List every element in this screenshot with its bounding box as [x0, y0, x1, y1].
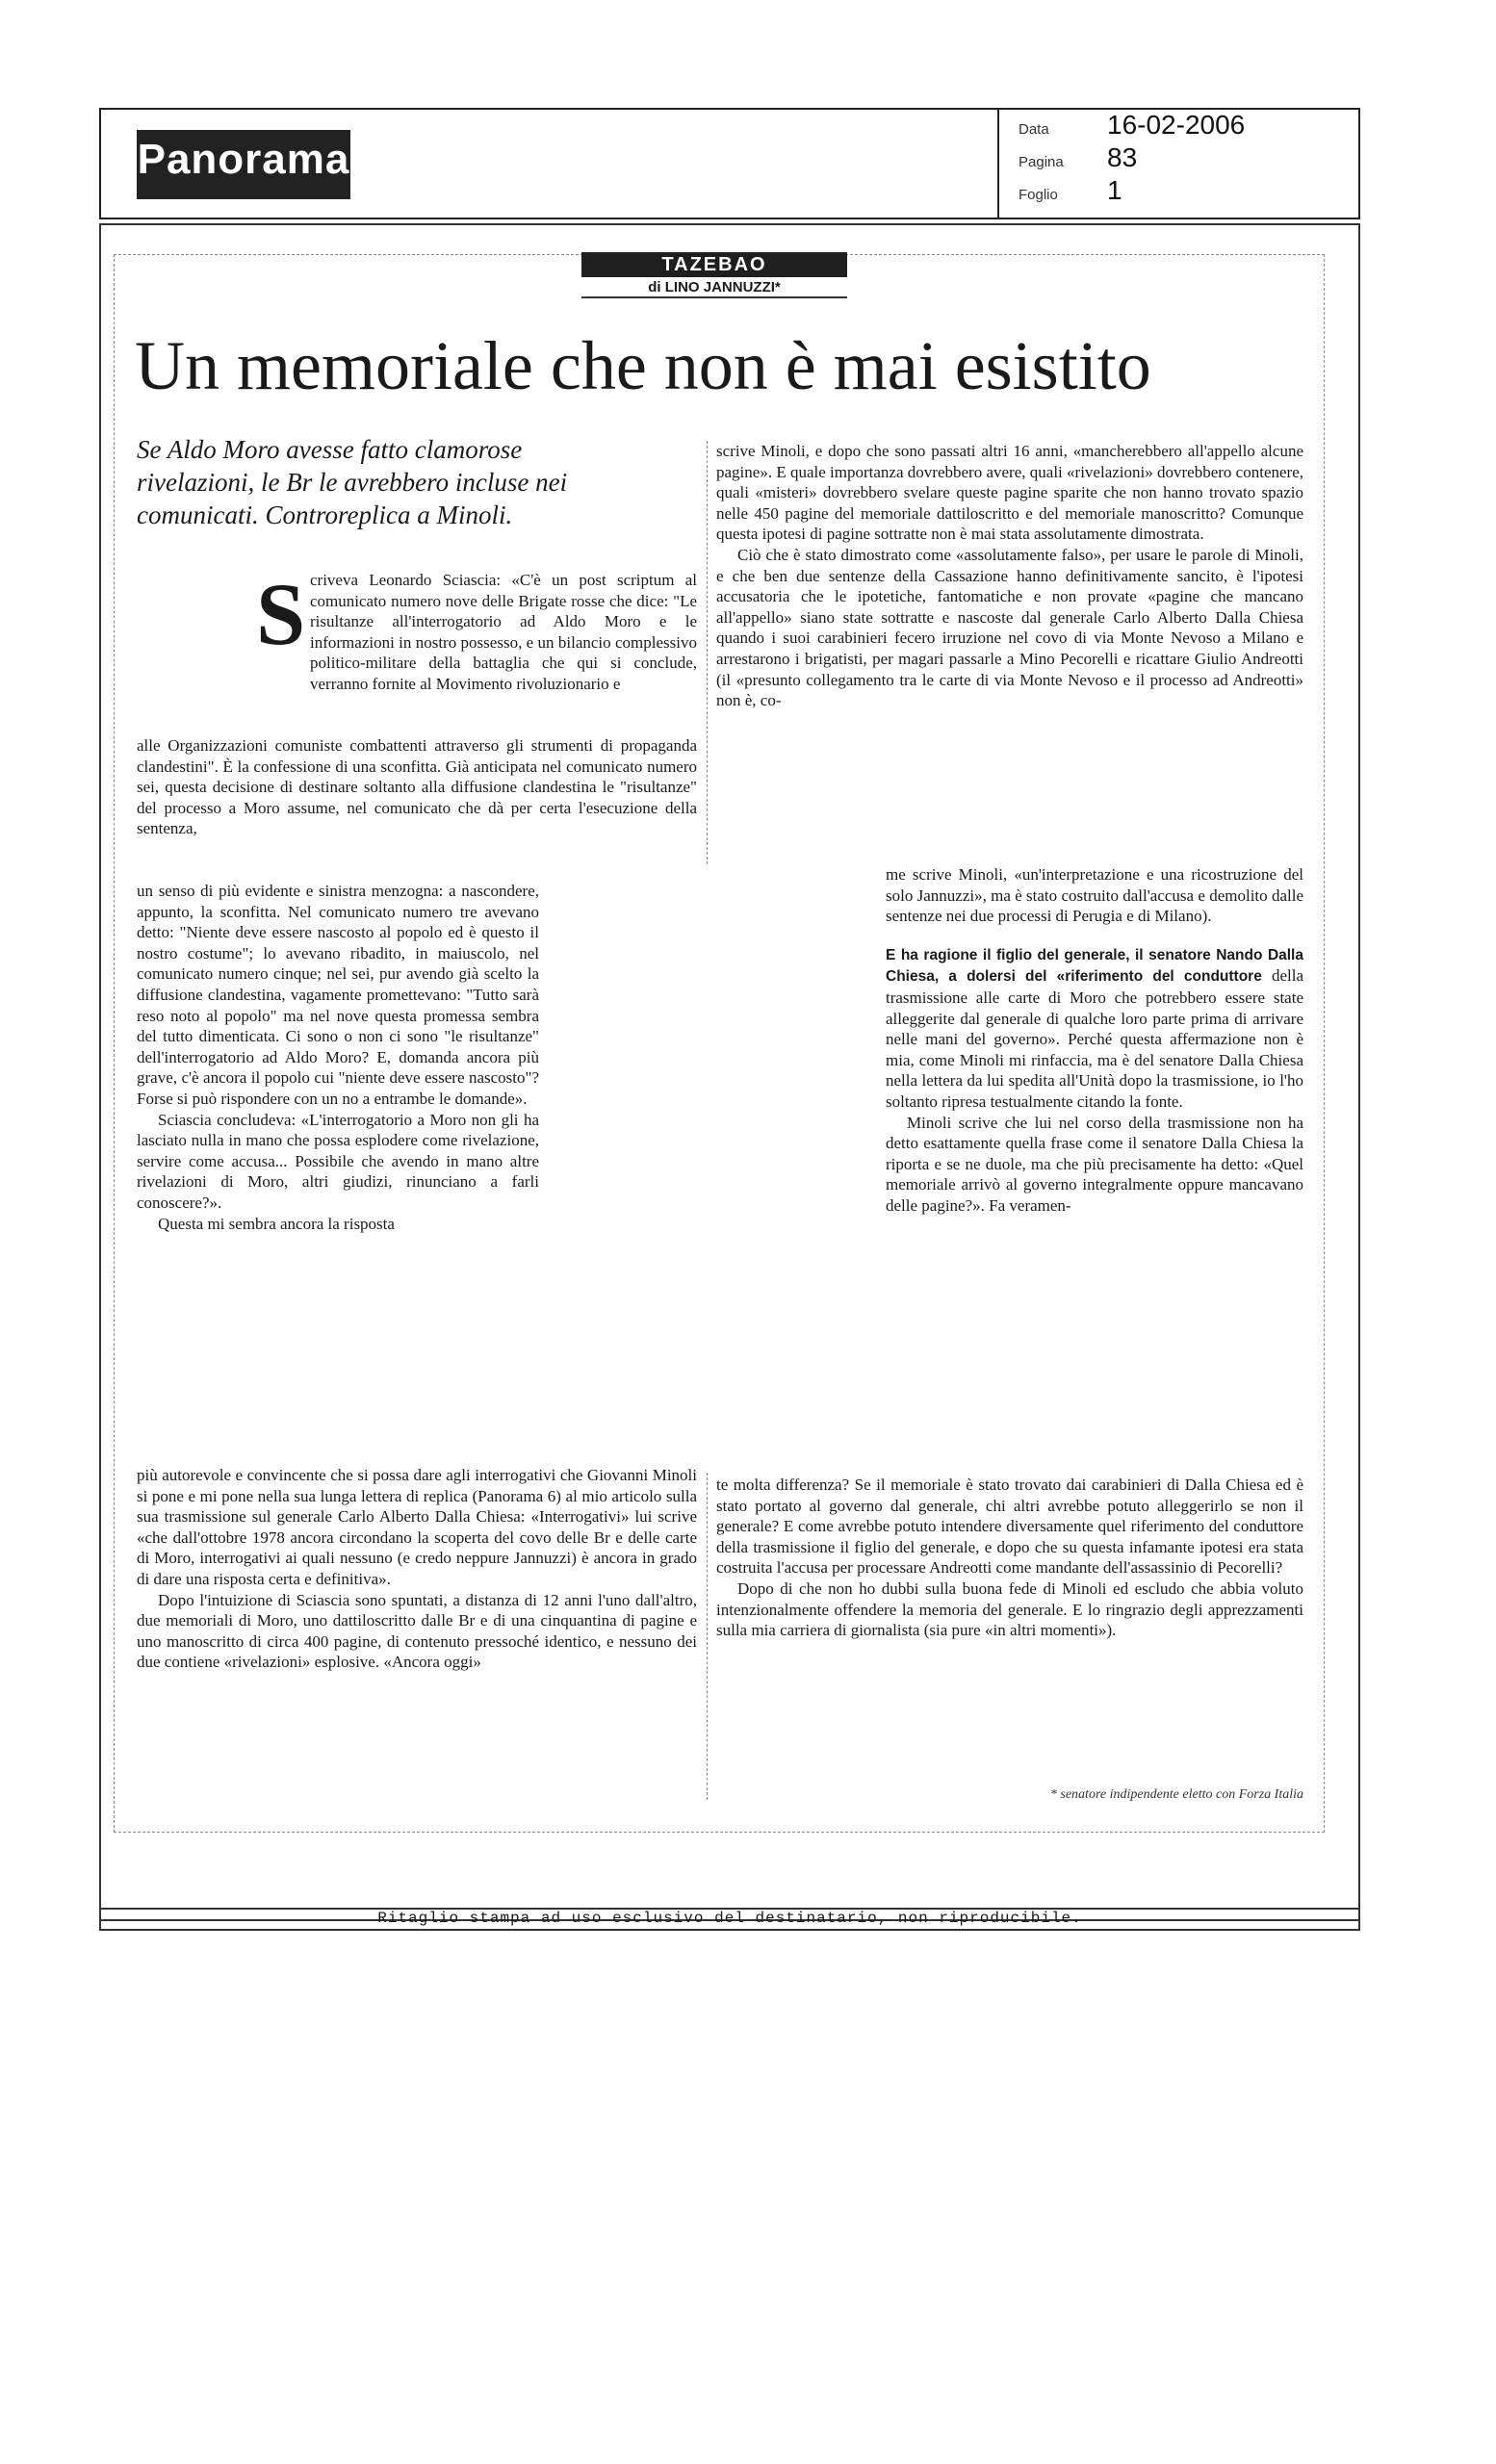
- left-column-mid: [137, 735, 697, 839]
- sheet-value: 1: [1107, 175, 1122, 205]
- paragraph: Dopo l'intuizione di Sciascia sono spuntati, a distanza di 12 anni l'uno dall'altro, due memoriali di Moro, uno dattiloscritto dalle Br e di una cinquantina di pagine e uno manoscritto di circa 400 pagine, di contenuto pressoché identico, e nessuno dei due contiene «rivelazioni» esplosive. «Ancora oggi»: [137, 1590, 697, 1672]
- byline: di LINO JANNUZZI*: [648, 279, 781, 295]
- dropcap: S: [256, 565, 306, 663]
- highlight-sentence: E ha ragione il figlio del generale, il senatore Nando Dalla Chiesa, a dolersi del «riferimento del conduttore: [886, 946, 1303, 986]
- panorama-logo: [137, 130, 350, 199]
- paragraph: Ciò che è stato dimostrato come «assolutamente falso», per usare le parole di Minoli, e che ben due sentenze della Cassazione hanno definitivamente sancito, è l'ipotesi accusatoria che le ipotetiche, fantomatiche e non provate «pagine che mancano all'appello» siano state sottratte e nascoste dal generale Carlo Alberto Dalla Chiesa quando i suoi carabinieri fecero irruzione nel covo di via Monte Nevoso a Milano e arrestarono i brigatisti, per magari passarle a Mino Pecorelli e ricattare Giulio Andreotti (il «presunto collegamento tra le carte di via Monte Nevoso e il processo ad Andreotti» non è, co-: [716, 545, 1303, 710]
- left-column-bottom: [137, 1465, 697, 1673]
- paragraph: criveva Leonardo Sciascia: «C'è un post scriptum al comunicato numero nove delle Brigate rosse che dice: "Le risultanze all'interrogatorio ad Aldo Moro e le informazioni in nostro possesso, e un bilancio complessivo politico-militare della battaglia che qui si conclude, verranno fornite al Movimento rivoluzionario e: [310, 571, 697, 693]
- right-column-narrow: [886, 864, 1303, 1217]
- right-column-bottom: [716, 1475, 1303, 1641]
- paragraph: me scrive Minoli, «un'interpretazione e una ricostruzione del solo Jannuzzi», ma è stato costruito dall'accusa e demolito dalle sentenze nei due processi di Perugia e di Milano).: [886, 865, 1303, 926]
- paragraph: Questa mi sembra ancora la risposta: [158, 1214, 395, 1233]
- left-column-narrow: [137, 881, 539, 1234]
- byline-rule: [581, 296, 847, 298]
- rubric-label: TAZEBAO: [581, 252, 847, 277]
- paragraph: alle Organizzazioni comuniste combattenti attraverso gli strumenti di propaganda clandestini". È la confessione di una sconfitta. Già anticipata nel comunicato numero sei, questa decisione di destinare soltanto alla diffusione clandestina le "risultanze" del processo a Moro assume, nel comunicato che dà per certa l'esecuzione della sentenza,: [137, 736, 697, 838]
- footnote: * senatore indipendente eletto con Forza Italia: [1049, 1787, 1303, 1802]
- date-value: 16-02-2006: [1107, 110, 1246, 140]
- paragraph: più autorevole e convincente che si possa dare agli interrogativi che Giovanni Minoli si pone e mi pone nella sua lunga lettera di replica (Panorama 6) al mio articolo sulla sua trasmissione sul generale Carlo Alberto Dalla Chiesa: «Interrogativi» lui scrive «che dall'ottobre 1978 ancora circondano la scoperta del covo delle Br e delle carte di Moro, interrogativi ai quali nessuno (e credo neppure Jannuzzi) è ancora in grado di dare una risposta certa e definitiva».: [137, 1466, 697, 1588]
- page-label: Pagina: [1019, 154, 1064, 170]
- sheet-label: Foglio: [1019, 187, 1058, 203]
- column-separator: [707, 441, 708, 864]
- date-label: Data: [1019, 121, 1049, 138]
- subtitle: Se Aldo Moro avesse fatto clamorose rivelazioni, le Br le avrebbero incluse nei comunicati. Controreplica a Minoli.: [137, 435, 568, 529]
- header-divider: [997, 108, 999, 219]
- clipping-notice: Ritaglio stampa ad uso esclusivo del destinatario, non riproducibile.: [377, 1910, 1082, 1927]
- paragraph: te molta differenza? Se il memoriale è stato trovato dai carabinieri di Dalla Chiesa ed è stato portato al governo dal generale, chi altri avrebbe potuto alleggerirlo se non il generale? E come avrebbe potuto intendere diversamente quel riferimento del conduttore della trasmissione il figlio del generale, e dopo che su questa infamante ipotesi era stata costruita l'accusa per processare Andreotti come mandante dell'assassinio di Pecorelli?: [716, 1476, 1303, 1578]
- paragraph: un senso di più evidente e sinistra menzogna: a nascondere, appunto, la sconfitta. Nel comunicato numero tre avevano detto: "Niente deve essere nascosto al popolo ed è questo il nostro costume"; lo avevano ribadito, in maiuscolo, nel comunicato numero cinque; nel sei, pur avendo già scelto la diffusione clandestina, vagamente promettevano: "Tutto sarà reso noto al popolo" ma nel nove questa promessa sembra del tutto dimenticata. Ci sono o non ci sono "le risultanze" dell'interrogatorio ad Aldo Moro? E, domanda ancora più grave, c'è ancora il popolo cui "niente deve essere nascosto"? Forse si può rispondere con un no a entrambe le domande».: [137, 882, 539, 1108]
- headline: Un memoriale che non è mai esistito: [135, 327, 1151, 404]
- paragraph: della trasmissione alle carte di Moro che potrebbero essere state alleggerite dal generale di qualche loro parte prima di arrivare nelle mani del governo». Perché questa affermazione non è mia, come Minoli mi rinfaccia, ma è del senatore Dalla Chiesa nella lettera da lui spedita all'Unità dopo la trasmissione, io l'ho soltanto ripresa testualmente citando la fonte.: [886, 966, 1303, 1111]
- column-separator: [707, 1473, 708, 1800]
- left-column-top: [310, 570, 697, 695]
- right-column-top: [716, 441, 1303, 711]
- paragraph: Sciascia concludeva: «L'interrogatorio a Moro non gli ha lasciato nulla in mano che possa esplodere come rivelazione, servire come accusa... Possibile che avendo in mano altre rivelazioni di Moro, altri giudizi, rinunciano a farli conoscere?».: [137, 1110, 539, 1212]
- logo-text: Panorama: [137, 136, 350, 183]
- paragraph: scrive Minoli, e dopo che sono passati altri 16 anni, «mancherebbero all'appello alcune pagine». E quale importanza dovrebbero avere, quali «rivelazioni» dovrebbero contenere, quali «misteri» dovrebbero svelare queste pagine sparite che non hanno trovato spazio nelle 450 pagine del memoriale dattiloscritto e del memoriale manoscritto? Comunque questa ipotesi di pagine sottratte non è mai stata assolutamente dimostrata.: [716, 442, 1303, 544]
- paragraph: Dopo di che non ho dubbi sulla buona fede di Minoli ed escludo che abbia voluto intenzionalmente offendere la memoria del generale. E lo ringrazio degli apprezzamenti sulla mia carriera di giornalista (sia pure «in altri momenti»).: [716, 1578, 1303, 1640]
- page-value: 83: [1107, 142, 1138, 172]
- paragraph: Minoli scrive che lui nel corso della trasmissione non ha detto esattamente quella frase come il senatore Dalla Chiesa la riporta e se ne duole, ma che più precisamente ha detto: «Quel memoriale arrivò al governo integralmente oppure mancavano delle pagine?». Fa veramen-: [886, 1113, 1303, 1215]
